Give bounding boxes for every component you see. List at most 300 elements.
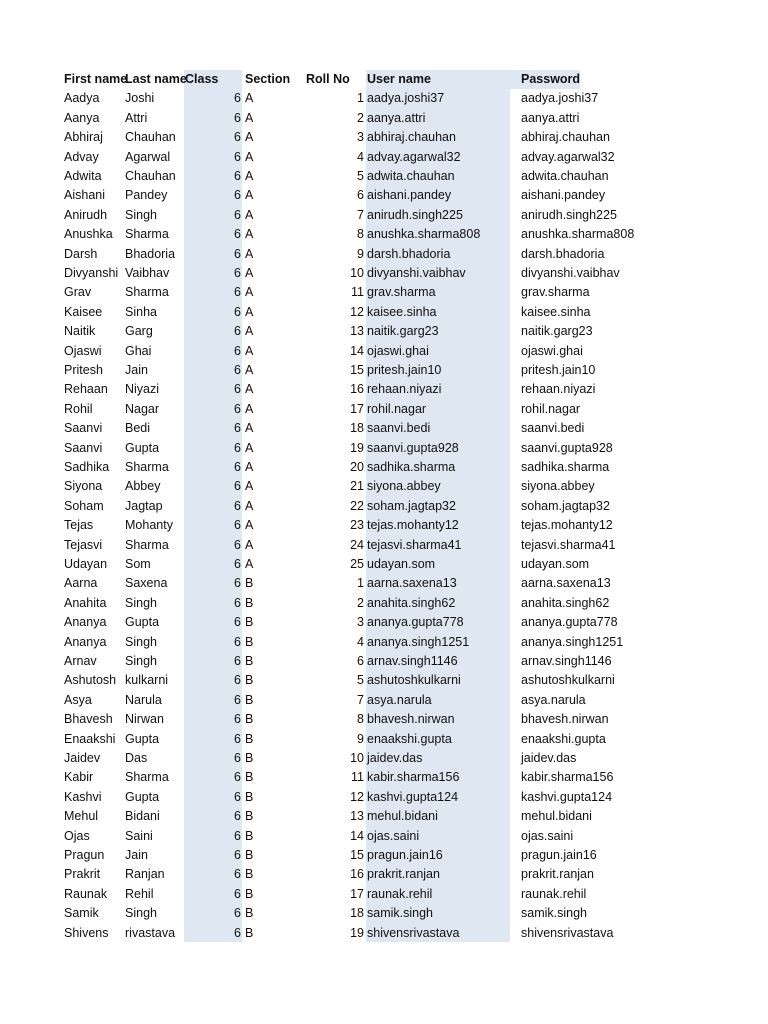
- section-cell: B: [245, 789, 254, 804]
- class-cell: 6: [234, 266, 241, 280]
- table-row: [0, 245, 768, 264]
- header-password: Password: [521, 72, 581, 86]
- user-name-cell: rohil.nagar: [367, 401, 427, 416]
- user-name-cell: ananya.gupta778: [367, 615, 464, 630]
- first-name-cell: Advay: [64, 149, 99, 164]
- header-roll-no: Roll No: [306, 72, 350, 86]
- roll-no-cell: 2: [357, 110, 364, 125]
- class-cell: 6: [234, 867, 241, 882]
- section-cell: A: [245, 169, 254, 183]
- roll-no-cell: 7: [357, 207, 364, 222]
- first-name-cell: Ojaswi: [64, 343, 102, 358]
- user-name-cell: aishani.pandey: [367, 188, 452, 203]
- class-cell: 6: [234, 518, 241, 533]
- header-class: Class: [185, 72, 219, 86]
- section-cell: B: [245, 809, 254, 824]
- first-name-cell: Siyona: [64, 479, 103, 494]
- class-cell: 6: [234, 421, 241, 436]
- section-cell: A: [245, 91, 254, 106]
- password-cell: siyona.abbey: [521, 479, 595, 494]
- section-cell: B: [245, 692, 254, 707]
- class-cell: 6: [234, 227, 241, 242]
- class-cell: 6: [234, 595, 241, 610]
- class-cell: 6: [234, 770, 241, 785]
- last-name-cell: kulkarni: [125, 673, 169, 688]
- password-cell: mehul.bidani: [521, 809, 592, 824]
- class-cell: 6: [234, 731, 241, 746]
- last-name-cell: Jain: [125, 363, 148, 377]
- roll-no-cell: 4: [357, 634, 364, 649]
- table-row: [0, 128, 768, 147]
- user-name-cell: aanya.attri: [367, 110, 426, 125]
- table-row: [0, 691, 768, 710]
- table-row: [0, 400, 768, 419]
- user-name-cell: darsh.bhadoria: [367, 246, 451, 261]
- first-name-cell: Mehul: [64, 809, 99, 824]
- section-cell: A: [245, 440, 254, 455]
- class-cell: 6: [234, 615, 241, 630]
- user-name-cell: advay.agarwal32: [367, 149, 461, 164]
- table-row: [0, 885, 768, 904]
- user-name-cell: asya.narula: [367, 692, 432, 707]
- class-cell: 6: [234, 324, 241, 339]
- roll-no-cell: 11: [351, 770, 364, 785]
- class-cell: 6: [234, 246, 241, 261]
- class-cell: 6: [234, 479, 241, 494]
- table-row: [0, 924, 768, 943]
- password-cell: pritesh.jain10: [521, 363, 596, 377]
- user-name-cell: aarna.saxena13: [367, 576, 457, 591]
- section-cell: A: [245, 557, 254, 571]
- last-name-cell: Saxena: [125, 576, 168, 591]
- last-name-cell: Singh: [125, 595, 157, 610]
- section-cell: A: [245, 285, 254, 300]
- roll-no-cell: 7: [357, 692, 364, 707]
- roll-no-cell: 19: [350, 925, 364, 940]
- first-name-cell: Soham: [64, 498, 104, 513]
- last-name-cell: Mohanty: [125, 518, 173, 533]
- password-cell: ojas.saini: [521, 828, 574, 843]
- user-name-cell: samik.singh: [367, 906, 433, 921]
- class-cell: 6: [234, 401, 241, 416]
- user-name-cell: naitik.garg23: [367, 324, 439, 339]
- class-cell: 6: [234, 809, 241, 824]
- table-row: [0, 730, 768, 749]
- password-cell: pragun.jain16: [521, 848, 597, 862]
- user-name-cell: grav.sharma: [367, 285, 436, 300]
- roll-no-cell: 1: [357, 576, 364, 591]
- password-cell: aanya.attri: [521, 110, 580, 125]
- roll-no-cell: 12: [350, 304, 364, 319]
- table-row: [0, 167, 768, 186]
- password-cell: kashvi.gupta124: [521, 789, 613, 804]
- user-name-cell: ojas.saini: [367, 828, 420, 843]
- class-cell: 6: [234, 828, 241, 843]
- section-cell: A: [245, 207, 254, 222]
- user-name-cell: prakrit.ranjan: [367, 867, 440, 882]
- table-row: [0, 477, 768, 496]
- table-row: [0, 361, 768, 380]
- class-cell: 6: [234, 848, 241, 862]
- user-name-cell: kabir.sharma156: [367, 770, 460, 785]
- section-cell: B: [245, 595, 254, 610]
- class-cell: 6: [234, 789, 241, 804]
- last-name-cell: Joshi: [125, 91, 155, 106]
- table-row: [0, 303, 768, 322]
- section-cell: B: [245, 751, 254, 765]
- first-name-cell: Jaidev: [64, 751, 101, 765]
- roll-no-cell: 8: [357, 227, 364, 242]
- last-name-cell: Singh: [125, 654, 157, 668]
- section-cell: B: [245, 634, 254, 649]
- last-name-cell: Sharma: [125, 537, 169, 552]
- table-row: [0, 497, 768, 516]
- section-cell: A: [245, 460, 254, 474]
- last-name-cell: Abbey: [125, 479, 161, 494]
- roll-no-cell: 14: [350, 828, 364, 843]
- password-cell: grav.sharma: [521, 285, 590, 300]
- table-row: [0, 109, 768, 128]
- first-name-cell: Ashutosh: [64, 673, 117, 688]
- roll-no-cell: 5: [357, 169, 364, 183]
- section-cell: B: [245, 654, 254, 668]
- roll-no-cell: 8: [357, 712, 364, 727]
- last-name-cell: Gupta: [125, 615, 160, 630]
- first-name-cell: Sadhika: [64, 460, 110, 474]
- last-name-cell: Singh: [125, 207, 157, 222]
- user-name-cell: saanvi.bedi: [367, 421, 431, 436]
- password-cell: asya.narula: [521, 692, 586, 707]
- table-row: [0, 788, 768, 807]
- first-name-cell: Aanya: [64, 110, 100, 125]
- class-cell: 6: [234, 886, 241, 901]
- first-name-cell: Darsh: [64, 246, 98, 261]
- header-first-name: First name: [64, 72, 128, 86]
- roll-no-cell: 9: [357, 246, 364, 261]
- last-name-cell: Vaibhav: [125, 266, 170, 280]
- class-cell: 6: [234, 363, 241, 377]
- class-cell: 6: [234, 498, 241, 513]
- password-cell: jaidev.das: [521, 751, 577, 765]
- first-name-cell: Aarna: [64, 576, 98, 591]
- class-cell: 6: [234, 557, 241, 571]
- section-cell: A: [245, 382, 254, 397]
- last-name-cell: Rehil: [125, 886, 154, 901]
- last-name-cell: Narula: [125, 692, 162, 707]
- password-cell: arnav.singh1146: [521, 654, 612, 668]
- class-cell: 6: [234, 440, 241, 455]
- last-name-cell: Nagar: [125, 401, 160, 416]
- first-name-cell: Tejas: [64, 518, 94, 533]
- first-name-cell: Anushka: [64, 227, 113, 242]
- last-name-cell: Pandey: [125, 188, 168, 203]
- roll-no-cell: 15: [350, 848, 364, 862]
- last-name-cell: Bedi: [125, 421, 151, 436]
- user-name-cell: tejasvi.sharma41: [367, 537, 462, 552]
- section-cell: A: [245, 324, 254, 339]
- last-name-cell: Bidani: [125, 809, 160, 824]
- roll-no-cell: 18: [350, 906, 364, 921]
- user-name-cell: udayan.som: [367, 557, 436, 571]
- password-cell: sadhika.sharma: [521, 460, 610, 474]
- last-name-cell: Bhadoria: [125, 246, 176, 261]
- class-cell: 6: [234, 460, 241, 474]
- section-cell: A: [245, 188, 254, 203]
- password-cell: ananya.gupta778: [521, 615, 618, 630]
- roll-no-cell: 18: [350, 421, 364, 436]
- section-cell: A: [245, 363, 254, 377]
- roll-no-cell: 17: [350, 401, 364, 416]
- table-row: [0, 89, 768, 108]
- user-name-cell: ojaswi.ghai: [367, 343, 429, 358]
- roll-no-cell: 19: [350, 440, 364, 455]
- table-row: [0, 186, 768, 205]
- header-section: Section: [245, 72, 291, 86]
- class-cell: 6: [234, 382, 241, 397]
- roll-no-cell: 21: [350, 479, 364, 494]
- section-cell: B: [245, 770, 254, 785]
- last-name-cell: Agarwal: [125, 149, 171, 164]
- roll-no-cell: 13: [350, 809, 364, 824]
- user-name-cell: enaakshi.gupta: [367, 731, 452, 746]
- section-cell: B: [245, 673, 254, 688]
- user-name-cell: pritesh.jain10: [367, 363, 442, 377]
- password-cell: adwita.chauhan: [521, 169, 609, 183]
- section-cell: A: [245, 421, 254, 436]
- table-row: [0, 380, 768, 399]
- first-name-cell: Naitik: [64, 324, 96, 339]
- last-name-cell: Gupta: [125, 731, 160, 746]
- class-cell: 6: [234, 110, 241, 125]
- section-cell: B: [245, 576, 254, 591]
- class-cell: 6: [234, 188, 241, 203]
- roll-no-cell: 17: [350, 886, 364, 901]
- password-cell: darsh.bhadoria: [521, 246, 605, 261]
- table-row: [0, 439, 768, 458]
- password-cell: anushka.sharma808: [521, 227, 635, 242]
- table-row: [0, 671, 768, 690]
- table-row: [0, 749, 768, 768]
- first-name-cell: Aadya: [64, 91, 100, 106]
- password-cell: enaakshi.gupta: [521, 731, 606, 746]
- first-name-cell: Kashvi: [64, 789, 102, 804]
- table-row: [0, 652, 768, 671]
- user-name-cell: tejas.mohanty12: [367, 518, 459, 533]
- roll-no-cell: 4: [357, 149, 364, 164]
- roll-no-cell: 3: [357, 615, 364, 630]
- header-row: [0, 70, 768, 89]
- class-cell: 6: [234, 634, 241, 649]
- user-name-cell: arnav.singh1146: [367, 654, 458, 668]
- user-name-cell: anirudh.singh225: [367, 207, 463, 222]
- table-row: [0, 904, 768, 923]
- section-cell: B: [245, 867, 254, 882]
- last-name-cell: Das: [125, 751, 148, 765]
- section-cell: A: [245, 266, 254, 280]
- password-cell: advay.agarwal32: [521, 149, 615, 164]
- last-name-cell: Gupta: [125, 789, 160, 804]
- last-name-cell: Ghai: [125, 343, 152, 358]
- table-row: [0, 516, 768, 535]
- class-cell: 6: [234, 692, 241, 707]
- first-name-cell: Pritesh: [64, 363, 103, 377]
- user-name-cell: ashutoshkulkarni: [367, 673, 461, 688]
- first-name-cell: Divyanshi: [64, 266, 119, 280]
- first-name-cell: Rohil: [64, 401, 93, 416]
- section-cell: A: [245, 110, 254, 125]
- first-name-cell: Pragun: [64, 848, 105, 862]
- user-name-cell: adwita.chauhan: [367, 169, 455, 183]
- first-name-cell: Ananya: [64, 634, 107, 649]
- roll-no-cell: 25: [350, 557, 364, 571]
- user-name-cell: kashvi.gupta124: [367, 789, 459, 804]
- last-name-cell: rivastava: [125, 925, 176, 940]
- table-row: [0, 536, 768, 555]
- table-row: [0, 710, 768, 729]
- password-cell: aarna.saxena13: [521, 576, 611, 591]
- last-name-cell: Sharma: [125, 227, 169, 242]
- class-cell: 6: [234, 751, 241, 765]
- roll-no-cell: 16: [350, 867, 364, 882]
- section-cell: B: [245, 848, 254, 862]
- last-name-cell: Attri: [125, 110, 148, 125]
- roll-no-cell: 24: [350, 537, 364, 552]
- password-cell: shivensrivastava: [521, 925, 614, 940]
- user-name-cell: anahita.singh62: [367, 595, 456, 610]
- table-row: [0, 827, 768, 846]
- class-cell: 6: [234, 576, 241, 591]
- password-cell: aishani.pandey: [521, 188, 606, 203]
- roll-no-cell: 5: [357, 673, 364, 688]
- table-row: [0, 633, 768, 652]
- section-cell: A: [245, 130, 254, 145]
- roll-no-cell: 9: [357, 731, 364, 746]
- class-cell: 6: [234, 207, 241, 222]
- section-cell: A: [245, 518, 254, 533]
- roll-no-cell: 1: [357, 91, 364, 106]
- table-row: [0, 768, 768, 787]
- last-name-cell: Singh: [125, 906, 157, 921]
- class-cell: 6: [234, 654, 241, 668]
- last-name-cell: Saini: [125, 828, 153, 843]
- last-name-cell: Ranjan: [125, 867, 165, 882]
- password-cell: bhavesh.nirwan: [521, 712, 609, 727]
- first-name-cell: Samik: [64, 906, 99, 921]
- roll-no-cell: 13: [350, 324, 364, 339]
- first-name-cell: Raunak: [64, 886, 108, 901]
- section-cell: A: [245, 304, 254, 319]
- user-name-cell: anushka.sharma808: [367, 227, 481, 242]
- section-cell: A: [245, 498, 254, 513]
- password-cell: naitik.garg23: [521, 324, 593, 339]
- last-name-cell: Chauhan: [125, 130, 176, 145]
- roll-no-cell: 20: [350, 460, 364, 474]
- first-name-cell: Abhiraj: [64, 130, 103, 145]
- password-cell: soham.jagtap32: [521, 498, 610, 513]
- password-cell: ojaswi.ghai: [521, 343, 583, 358]
- roll-no-cell: 12: [350, 789, 364, 804]
- roll-no-cell: 22: [350, 498, 364, 513]
- user-name-cell: sadhika.sharma: [367, 460, 456, 474]
- table-row: [0, 594, 768, 613]
- class-cell: 6: [234, 91, 241, 106]
- last-name-cell: Jagtap: [125, 498, 163, 513]
- section-cell: B: [245, 925, 254, 940]
- table-row: [0, 846, 768, 865]
- class-cell: 6: [234, 537, 241, 552]
- class-cell: 6: [234, 906, 241, 921]
- section-cell: B: [245, 712, 254, 727]
- first-name-cell: Saanvi: [64, 440, 103, 455]
- section-cell: A: [245, 227, 254, 242]
- first-name-cell: Kaisee: [64, 304, 103, 319]
- first-name-cell: Asya: [64, 692, 92, 707]
- user-name-cell: siyona.abbey: [367, 479, 441, 494]
- section-cell: B: [245, 828, 254, 843]
- table-row: [0, 574, 768, 593]
- last-name-cell: Gupta: [125, 440, 160, 455]
- user-name-cell: ananya.singh1251: [367, 634, 470, 649]
- roll-no-cell: 2: [357, 595, 364, 610]
- last-name-cell: Sharma: [125, 285, 169, 300]
- first-name-cell: Bhavesh: [64, 712, 113, 727]
- password-cell: tejasvi.sharma41: [521, 537, 616, 552]
- user-name-cell: bhavesh.nirwan: [367, 712, 455, 727]
- user-name-cell: mehul.bidani: [367, 809, 438, 824]
- last-name-cell: Niyazi: [125, 382, 160, 397]
- password-cell: ashutoshkulkarni: [521, 673, 615, 688]
- table-row: [0, 206, 768, 225]
- last-name-cell: Garg: [125, 324, 153, 339]
- class-cell: 6: [234, 673, 241, 688]
- first-name-cell: Adwita: [64, 169, 102, 183]
- class-cell: 6: [234, 149, 241, 164]
- first-name-cell: Enaakshi: [64, 731, 116, 746]
- table-row: [0, 283, 768, 302]
- user-name-cell: soham.jagtap32: [367, 498, 456, 513]
- user-name-cell: jaidev.das: [367, 751, 423, 765]
- password-cell: rehaan.niyazi: [521, 382, 596, 397]
- user-name-cell: abhiraj.chauhan: [367, 130, 456, 145]
- password-cell: rohil.nagar: [521, 401, 581, 416]
- password-cell: kabir.sharma156: [521, 770, 614, 785]
- class-cell: 6: [234, 343, 241, 358]
- section-cell: B: [245, 906, 254, 921]
- section-cell: B: [245, 731, 254, 746]
- section-cell: B: [245, 615, 254, 630]
- password-cell: tejas.mohanty12: [521, 518, 613, 533]
- section-cell: A: [245, 343, 254, 358]
- class-cell: 6: [234, 169, 241, 183]
- first-name-cell: Anahita: [64, 595, 107, 610]
- password-cell: divyanshi.vaibhav: [521, 266, 620, 280]
- first-name-cell: Arnav: [64, 654, 97, 668]
- class-cell: 6: [234, 712, 241, 727]
- last-name-cell: Jain: [125, 848, 148, 862]
- class-cell: 6: [234, 304, 241, 319]
- user-name-cell: rehaan.niyazi: [367, 382, 442, 397]
- table-row: [0, 807, 768, 826]
- table-row: [0, 264, 768, 283]
- password-cell: ananya.singh1251: [521, 634, 624, 649]
- section-cell: A: [245, 401, 254, 416]
- user-name-cell: kaisee.sinha: [367, 304, 437, 319]
- first-name-cell: Prakrit: [64, 867, 101, 882]
- first-name-cell: Grav: [64, 285, 92, 300]
- section-cell: A: [245, 149, 254, 164]
- table-row: [0, 555, 768, 574]
- roll-no-cell: 23: [350, 518, 364, 533]
